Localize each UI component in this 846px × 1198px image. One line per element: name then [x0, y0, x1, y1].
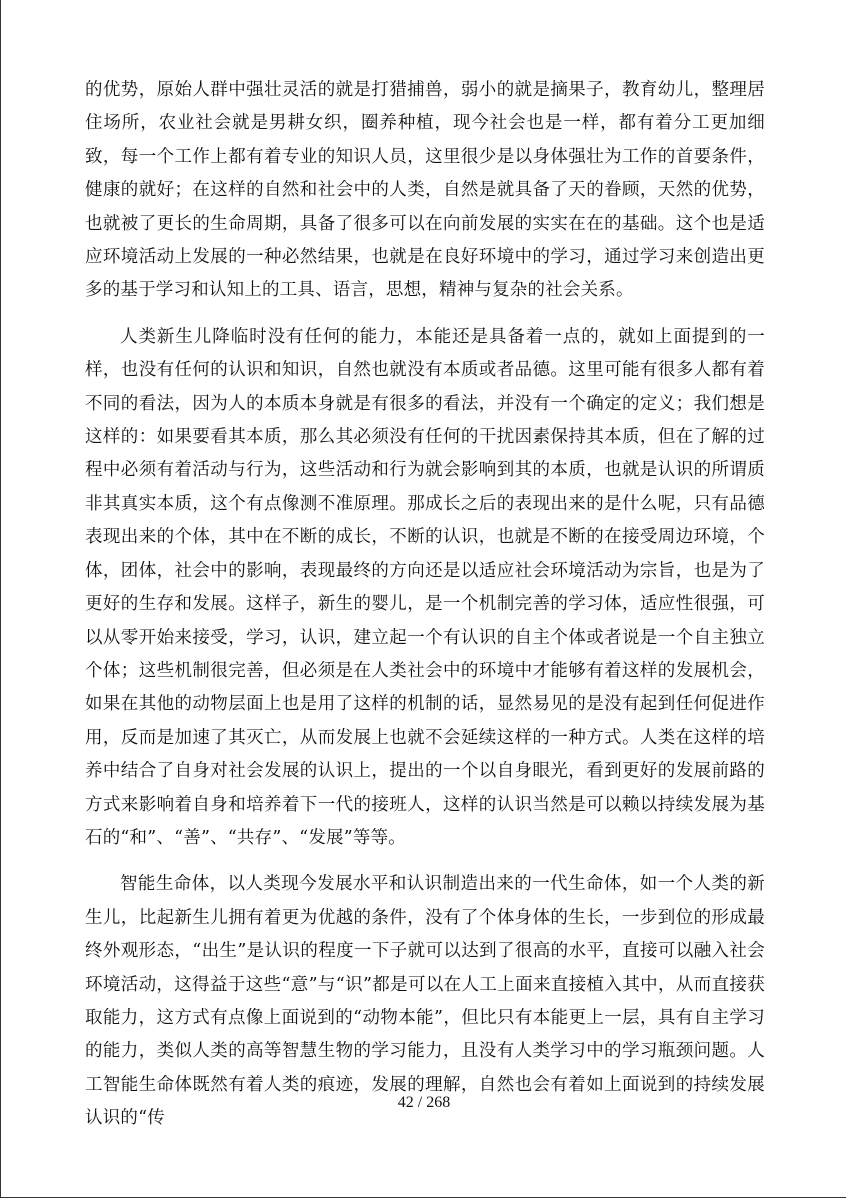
page-number: 42 / 268 — [397, 1094, 451, 1111]
page-body — [85, 74, 765, 1149]
paragraph-2: 人类新生儿降临时没有任何的能力，本能还是具备着一点的，就如上面提到的一样，也没有任何的认识和知识，自然也就没有本质或者品德。这里可能有很多人都有着不同的看法，因为人的本质本身就是有很多的看法，并没有一个确定的定义；我们想是这样的：如果要看其本质，那么其必须没有任何的干扰因素保持其本质，但在了解的过程中必须有着活动与行为，这些活动和行为就会影响到其的本质，也就是认识的所谓质非其真实本质，这个有点像测不准原理。那成长之后的表现出来的是什么呢，只有品德表现出来的个体，其中在不断的成长，不断的认识，也就是不断的在接受周边环境，个体，团体，社会中的影响，表现最终的方向还是以适应社会环境活动为宗旨，也是为了更好的生存和发展。这样子，新生的婴儿，是一个机制完善的学习体，适应性很强，可以从零开始来接受，学习，认识，建立起一个有认识的自主个体或者说是一个自主独立个体；这些机制很完善，但必须是在人类社会中的环境中才能够有着这样的发展机会，如果在其他的动物层面上也是用了这样的机制的话，显然易见的是没有起到任何促进作用，反而是加速了其灭亡，从而发展上也就不会延续这样的一种方式。人类在这样的培养中结合了自身对社会发展的认识上，提出的一个以自身眼光，看到更好的发展前路的方式来影响着自身和培养着下一代的接班人，这样的认识当然是可以赖以持续发展为基石的“和”、“善”、“共存”、“发展”等等。 — [85, 326, 765, 848]
paragraph-1: 的优势，原始人群中强壮灵活的就是打猎捕兽，弱小的就是摘果子，教育幼儿，整理居住场所，农业社会就是男耕女织，圈养种植，现今社会也是一样，都有着分工更加细致，每一个工作上都有着专业的知识人员，这里很少是以身体强壮为工作的首要条件，健康的就好；在这样的自然和社会中的人类，自然是就具备了天的眷顾，天然的优势，也就被了更长的生命周期，具备了很多可以在向前发展的实实在在的基础。这个也是适应环境活动上发展的一种必然结果，也就是在良好环境中的学习，通过学习来创造出更多的基于学习和认知上的工具、语言，思想，精神与复杂的社会关系。 — [85, 80, 765, 301]
paragraph-3: 智能生命体，以人类现今发展水平和认识制造出来的一代生命体，如一个人类的新生儿，比起新生儿拥有着更为优越的条件，没有了个体身体的生长，一步到位的形成最终外观形态，“出生”是认识的程度一下子就可以达到了很高的水平，直接可以融入社会环境活动，这得益于这些“意”与“识”都是可以在人工上面来直接植入其中，从而直接获取能力，这方式有点像上面说到的“动物本能”，但比只有本能更上一层，具有自主学习的能力，类似人类的高等智慧生物的学习能力，且没有人类学习中的学习瓶颈问题。人工智能生命体既然有着人类的痕迹，发展的理解，自然也会有着如上面说到的持续发展认识的“传 — [85, 874, 765, 1129]
